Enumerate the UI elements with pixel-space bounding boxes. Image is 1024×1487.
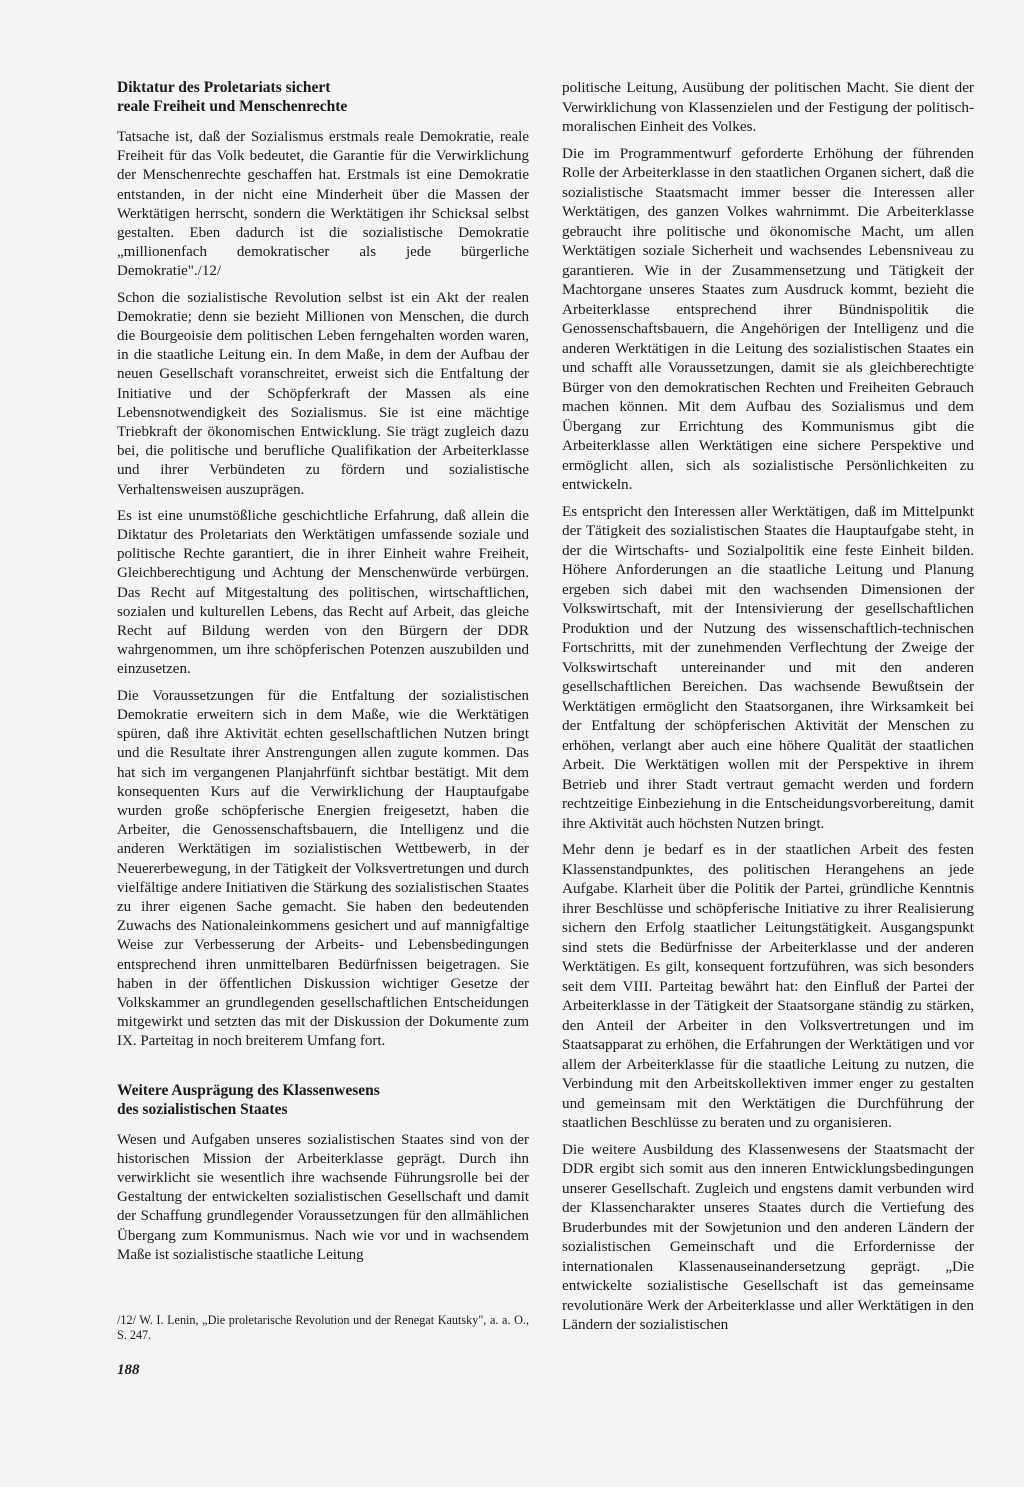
- page-number: 188: [117, 1362, 140, 1378]
- left-column: [117, 78, 529, 1272]
- right-column: [562, 78, 974, 1342]
- paragraph: Mehr denn je bedarf es in der staatlichen Arbeit des festen Klassenstandpunktes, des politischen Herangehens an jede Aufgabe. Klarheit über die Politik der Partei, gründliche Kenntnis ihrer Beschlüsse und schöpferische Initiative zu ihrer Realisierung sichern den Erfolg staatlicher Leitungstätigkeit. Ausgangspunkt sind stets die Bedürfnisse der Arbeiterklasse und der anderen Werktätigen. Es gilt, konsequent fortzuführen, was sich besonders seit dem VIII. Parteitag bewährt hat: den Einfluß der Partei der Arbeiterklasse in der Tätigkeit der Staatsorgane ständig zu stärken, den Anteil der Arbeiter in den Volksvertretungen und im Staatsapparat zu erhöhen, die Erfahrungen der Werktätigen und vor allem der Arbeiterklasse für die staatliche Leitung zu nutzen, die Verbindung mit den Arbeitskollektiven immer enger zu gestalten und gemeinsam mit den Werktätigen die Durchführung der staatlichen Beschlüsse zu beraten und zu organisieren.: [562, 841, 974, 1131]
- heading-line: Diktatur des Proletariats sichert: [117, 79, 331, 96]
- paragraph: Die weitere Ausbildung des Klassenwesens der Staatsmacht der DDR ergibt sich somit aus den inneren Entwicklungsbedingungen unserer Gesellschaft. Zugleich und engstens damit verbunden wird der Klassencharakter unseres Staates durch die Vertiefung des Bruderbundes mit der Sowjetunion und den anderen Ländern der sozialistischen Gemeinschaft und die Erfordernisse der internationalen Klassenauseinandersetzung geprägt. „Die entwickelte sozialistische Gesellschaft ist das gemeinsame revolutionäre Werk der Arbeiterklasse und aller Werktätigen in den Ländern der sozialistischen: [562, 1140, 974, 1333]
- paragraph: Schon die sozialistische Revolution selbst ist ein Akt der realen Demokratie; denn sie bezieht Millionen von Menschen, die durch die Bourgeoisie dem politischen Leben ferngehalten worden waren, in die staatliche Leitung ein. In dem Maße, in dem der Aufbau der neuen Gesellschaft voranschreitet, erweist sich die Entfaltung der Initiative und der Schöpferkraft der Massen als eine Lebensnotwendigkeit des Sozialismus. Sie ist eine mächtige Triebkraft der ökonomischen Entwicklung. Sie trägt zugleich dazu bei, die politische und berufliche Qualifikation der Arbeiterklasse und ihrer Verbündeten zu fördern und sozialistische Verhaltensweisen auszuprägen.: [117, 289, 529, 498]
- heading-line: Weitere Ausprägung des Klassenwesens: [117, 1081, 380, 1099]
- section-gap: [117, 1059, 529, 1081]
- section-heading: [117, 78, 529, 116]
- heading-line: des sozialistischen Staates: [117, 1100, 288, 1118]
- paragraph: Tatsache ist, daß der Sozialismus erstmals reale Demokratie, reale Freiheit für das Volk bedeutet, die Garantie für die Verwirklichung der Menschenrechte geschaffen hat. Erstmals ist eine Demokratie entstanden, in der nicht eine Minderheit über die Massen der Werktätigen herrscht, sondern die Werktätigen ihr Schicksal selbst gestalten. Eben dadurch ist die sozialistische Demokratie „millionenfach demokratischer als jede bürgerliche Demokratie"./12/: [117, 129, 529, 280]
- paragraph: Die Voraussetzungen für die Entfaltung der sozialistischen Demokratie erweitern sich in dem Maße, wie die Werktätigen spüren, daß ihre Aktivität echten gesellschaftlichen Nutzen bringt und die Resultate ihrer Anstrengungen allen zugute kommen. Das hat sich im vergangenen Planjahrfünft sichtbar bestätigt. Mit dem konsequenten Kurs auf die Verwirklichung der Hauptaufgabe wurden große schöpferische Energien freigesetzt, haben die Arbeiter, die Genossenschaftsbauern, die Intelligenz und die anderen Werktätigen im sozialistischen Wettbewerb, in der Neuererbewegung, in der Tätigkeit der Volksvertretungen und durch vielfältige andere Initiativen die Stärkung des sozialistischen Staates zu ihrer eigenen Sache gemacht. Sie haben den bedeutenden Zuwachs des Nationaleinkommens gesichert und auf mannigfaltige Weise zur Verbesserung der Arbeits- und Lebensbedingungen entsprechend ihren unmittelbaren Bedürfnissen beigetragen. Sie haben in der öffentlichen Diskussion wichtiger Gesetze der Volkskammer an grundlegenden gesellschaftlichen Entscheidungen mitgewirkt und setzten das mit der Diskussion der Dokumente zum IX. Parteitag in noch breiterem Umfang fort.: [117, 687, 529, 1050]
- paragraph: Wesen und Aufgaben unseres sozialistischen Staates sind von der historischen Mission der Arbeiterklasse geprägt. Durch ihn verwirklicht sie wesentlich ihre wachsende Führungsrolle bei der Gestaltung der entwickelten sozialistischen Gesellschaft und damit der Schaffung grundlegender Voraussetzungen für den allmählichen Übergang zum Kommunismus. Nach wie vor und in wachsendem Maße ist sozialistische staatliche Leitung: [117, 1131, 529, 1263]
- footnote: /12/ W. I. Lenin, „Die proletarische Revolution und der Renegat Kautsky", a. a. O., S. 247.: [117, 1313, 529, 1342]
- section-heading: [117, 1081, 529, 1119]
- paragraph: Es ist eine unumstößliche geschichtliche Erfahrung, daß allein die Diktatur des Proletariats den Werktätigen umfassende soziale und politische Rechte garantiert, die in ihrer Einheit wahre Freiheit, Gleichberechtigung und Achtung der Menschenwürde verbürgen. Das Recht auf Mitgestaltung des politischen, wirtschaftlichen, sozialen und kulturellen Lebens, das Recht auf Arbeit, das gleiche Recht auf Bildung werden von den Bürgern der DDR wahrgenommen, um ihre schöpferischen Potenzen auszubilden und einzusetzen.: [117, 507, 529, 678]
- paragraph: politische Leitung, Ausübung der politischen Macht. Sie dient der Verwirklichung von Klassenzielen und der Festigung der politisch-moralischen Einheit des Volkes.: [562, 79, 974, 135]
- paragraph: Die im Programmentwurf geforderte Erhöhung der führenden Rolle der Arbeiterklasse in den staatlichen Organen sichert, daß die sozialistische Staatsmacht immer besser die Interessen aller Werktätigen, des ganzen Volkes wahrnimmt. Die Arbeiterklasse gebraucht ihre politische und ökonomische Macht, um allen Werktätigen soziale Sicherheit und wachsendes Lebensniveau zu garantieren. Wie in der Zusammensetzung und Tätigkeit der Machtorgane unseres Staates zum Ausdruck kommt, bezieht die Arbeiterklasse entsprechend ihrer Bündnispolitik die Genossenschaftsbauern, die Angehörigen der Intelligenz und die anderen Werktätigen in die Leitung des sozialistischen Staates ein und schafft alle Voraussetzungen, damit sie als gleichberechtigte Bürger von den demokratischen Rechten und Freiheiten Gebrauch machen können. Mit dem Aufbau des Sozialismus und dem Übergang zur Errichtung des Kommunismus gibt die Arbeiterklasse allen Werktätigen eine sichere Perspektive und ermöglicht allen, sich als sozialistische Persönlichkeiten zu entwickeln.: [562, 144, 974, 493]
- heading-line: reale Freiheit und Menschenrechte: [117, 98, 348, 115]
- paragraph: Es entspricht den Interessen aller Werktätigen, daß im Mittelpunkt der Tätigkeit des sozialistischen Staates die Hauptaufgabe steht, in der die Wirtschafts- und Sozialpolitik eine feste Einheit bilden. Höhere Anforderungen an die staatliche Leitung und Planung ergeben sich dabei mit den wachsenden Dimensionen der Volkswirtschaft, mit der Intensivierung der gesellschaftlichen Produktion und der Nutzung des wissenschaftlich-technischen Fortschritts, mit der zunehmenden Verflechtung der Zweige der Volkswirtschaft untereinander und mit den anderen gesellschaftlichen Bereichen. Das wachsende Bewußtsein der Werktätigen ermöglicht den Staatsorganen, ihre Wirksamkeit bei der Entfaltung der schöpferischen Aktivität der Menschen zu erhöhen, verlangt aber auch eine höhere Qualität der staatlichen Arbeit. Die Werktätigen wollen mit der Perspektive in ihrem Betrieb und ihrer Stadt vertraut gemacht werden und fordern rechtzeitige Einbeziehung in die Entscheidungsvorbereitung, damit ihre Aktivität auch höchsten Nutzen bringt.: [562, 502, 974, 832]
